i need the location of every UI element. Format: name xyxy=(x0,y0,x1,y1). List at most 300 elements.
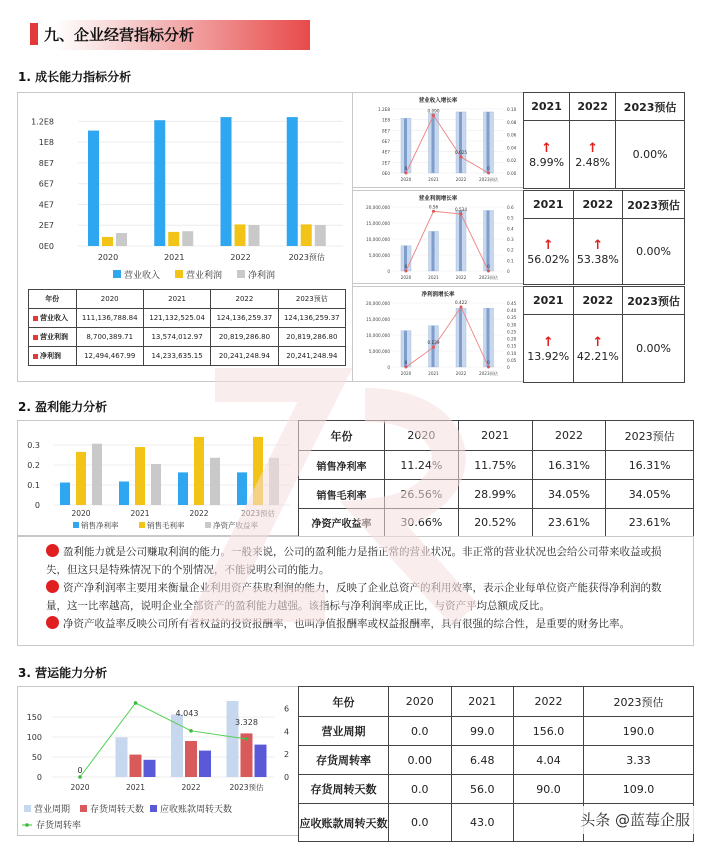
y-tick-label: 1E8 xyxy=(382,117,390,123)
bar-highlight xyxy=(459,112,462,173)
x-tick-label: 2023预估 xyxy=(229,783,264,792)
table-cell xyxy=(570,121,616,189)
rate-value: 53.38% xyxy=(576,252,619,266)
row-label: 应收账款周转天数 xyxy=(299,804,389,842)
table-cell: 20,241,248.94 xyxy=(211,347,278,366)
table-cell: 0.0 xyxy=(389,804,452,842)
row-label: 销售毛利率 xyxy=(299,480,385,509)
y2-tick-label: 0.2 xyxy=(507,247,514,253)
x-tick-label: 2020 xyxy=(71,509,91,518)
y2-tick-label: 2 xyxy=(284,750,290,760)
y-tick-label: 50 xyxy=(31,753,42,762)
y-tick-label: 100 xyxy=(26,733,42,742)
x-tick-label: 2022 xyxy=(181,783,201,792)
bar xyxy=(60,483,70,505)
data-point xyxy=(460,156,463,159)
x-tick-label: 2022 xyxy=(189,509,209,518)
table-cell: 111,136,788.84 xyxy=(76,309,143,328)
growth-line xyxy=(406,115,489,173)
growth-line xyxy=(406,211,489,271)
row-label: 存货周转率 xyxy=(299,746,389,775)
y2-tick-label: 0.5 xyxy=(507,215,514,221)
rate-value: 42.21% xyxy=(576,349,619,363)
data-point xyxy=(432,210,435,213)
x-tick-label: 2022 xyxy=(455,177,467,182)
mini-chart-panel-net xyxy=(352,286,524,382)
table-cell xyxy=(616,121,685,189)
bar xyxy=(287,117,298,246)
y-tick-label: 5,000,000 xyxy=(368,349,390,354)
y2-tick-label: 0.3 xyxy=(507,237,514,242)
up-arrow-icon: ↑ xyxy=(587,140,599,156)
data-point xyxy=(460,305,463,308)
table-header: 2022 xyxy=(573,191,623,219)
data-label: 0.090 xyxy=(427,108,440,114)
table-header: 2021 xyxy=(524,287,574,315)
y-tick-label: 20,000,000 xyxy=(366,301,390,306)
bar xyxy=(130,755,142,777)
data-label: 0.422 xyxy=(455,299,467,305)
bar xyxy=(210,458,220,505)
bar xyxy=(135,447,145,505)
table-row xyxy=(299,717,694,746)
table-header: 2021 xyxy=(143,290,210,309)
table-cell: 0.0 xyxy=(389,717,452,746)
table-header: 2021 xyxy=(458,421,532,451)
legend-swatch xyxy=(150,805,157,812)
rate-value: 2.48% xyxy=(575,155,611,169)
table-header: 2023预估 xyxy=(584,687,694,717)
net-profit-growth-mini-chart xyxy=(353,287,523,381)
row-label: 净资产收益率 xyxy=(299,509,385,537)
growth-rate-table xyxy=(523,190,685,285)
paragraph: 资产净利润率主要用来衡量企业利用资产获取利润的能力，反映了企业总资产的利用效率，表示企业每单位资产能获得净利润的数 量，这一比率越高，说明企业全部资产的盈利能力越强。该指标与净利润率成正比，与资产平均总额成反比。 xyxy=(46,582,662,612)
up-arrow-icon: ↑ xyxy=(592,237,604,253)
section-title-growth: 1. 成长能力指标分析 xyxy=(18,70,132,84)
table-cell: 6.48 xyxy=(451,746,514,775)
y2-tick-label: 0.15 xyxy=(507,343,517,349)
y2-tick-label: 0.06 xyxy=(507,132,517,138)
y-tick-label: 1E8 xyxy=(38,138,54,148)
table-cell: 16.31% xyxy=(532,451,606,480)
bar xyxy=(178,472,188,505)
legend-swatch xyxy=(175,270,183,278)
table-cell: 14,233,635.15 xyxy=(143,347,210,366)
y-tick-label: 0.1 xyxy=(27,481,40,490)
bar xyxy=(116,737,128,777)
table-header: 2022 xyxy=(573,287,623,315)
table-header: 年份 xyxy=(299,421,385,451)
row-label: 营业利润 xyxy=(40,333,68,341)
y2-tick-label: 0.20 xyxy=(507,336,517,342)
bar-highlight xyxy=(404,118,407,173)
legend-swatch xyxy=(139,522,145,528)
bar xyxy=(249,225,260,246)
table-cell: 43.0 xyxy=(451,804,514,842)
bar xyxy=(102,237,113,246)
table-cell: 190.0 xyxy=(584,717,694,746)
data-point xyxy=(189,729,193,733)
y-tick-label: 1.2E8 xyxy=(31,117,54,127)
data-label: 3.328 xyxy=(235,717,258,727)
legend-marker xyxy=(25,823,29,827)
bar xyxy=(76,452,86,505)
table-header: 2023预估 xyxy=(616,93,685,121)
table-cell xyxy=(524,315,574,383)
legend-label: 净利润 xyxy=(248,271,276,281)
bar xyxy=(315,225,326,246)
up-arrow-icon: ↑ xyxy=(592,334,604,350)
x-tick-label: 2021 xyxy=(125,783,146,792)
table-cell: 20,241,248.94 xyxy=(278,347,345,366)
table-header: 年份 xyxy=(299,687,389,717)
table-cell: 124,136,259.37 xyxy=(278,309,345,328)
y-tick-label: 5,000,000 xyxy=(368,253,390,258)
rate-value: 0.00% xyxy=(636,245,672,258)
source-caption: 头条 @蓝莓企服 xyxy=(530,806,696,834)
y-tick-label: 0 xyxy=(387,365,390,370)
y-tick-label: 6E7 xyxy=(38,179,54,189)
y-tick-label: 20,000,000 xyxy=(366,205,390,210)
x-tick-label: 2021 xyxy=(428,275,439,280)
table-row xyxy=(299,509,694,537)
y-tick-label: 2E7 xyxy=(382,160,390,166)
data-label: 0 xyxy=(487,360,490,365)
table-header: 2023预估 xyxy=(606,421,694,451)
table-cell: 20,819,286.80 xyxy=(278,328,345,347)
bar-highlight xyxy=(432,113,435,173)
table-cell xyxy=(524,219,574,285)
y-tick-label: 0 xyxy=(36,773,42,782)
bar xyxy=(221,117,232,246)
table-row xyxy=(29,347,346,366)
y-tick-label: 0.2 xyxy=(27,461,40,470)
bar xyxy=(168,232,179,246)
table-row xyxy=(29,309,346,328)
page-title: 九、企业经营指标分析 xyxy=(44,26,195,44)
y2-tick-label: 0.4 xyxy=(507,226,514,232)
rate-value: 0.00% xyxy=(632,148,668,161)
table-cell: 99.0 xyxy=(451,717,514,746)
table-cell xyxy=(623,219,685,285)
data-label: 4.043 xyxy=(175,708,199,718)
data-point xyxy=(432,114,435,117)
row-label: 净利润 xyxy=(40,352,61,360)
y-tick-label: 8E7 xyxy=(382,128,390,134)
y2-tick-label: 0 xyxy=(284,773,290,782)
bar xyxy=(255,745,267,777)
legend-label: 应收账款周转天数 xyxy=(160,805,233,815)
data-point xyxy=(405,172,408,175)
bar xyxy=(269,458,279,505)
bullet-dot-icon xyxy=(46,544,59,557)
bar xyxy=(199,751,211,777)
data-point xyxy=(487,172,490,175)
x-tick-label: 2022 xyxy=(455,371,467,376)
rate-value: 56.02% xyxy=(527,252,570,266)
bar xyxy=(194,437,204,505)
rate-value: 0.00% xyxy=(636,342,672,355)
table-cell: 4.04 xyxy=(514,746,584,775)
table-row xyxy=(299,746,694,775)
y2-tick-label: 0.10 xyxy=(507,350,517,356)
legend-label: 存货周转天数 xyxy=(90,805,145,815)
growth-rate-table xyxy=(523,92,685,189)
y-tick-label: 0E0 xyxy=(382,171,390,176)
legend-label: 存货周转率 xyxy=(36,821,82,831)
x-tick-label: 2022 xyxy=(455,275,467,280)
y2-tick-label: 0.1 xyxy=(507,258,514,264)
bar xyxy=(116,233,127,246)
table-cell xyxy=(573,219,623,285)
table-cell: 11.24% xyxy=(385,451,459,480)
ops-combo-chart xyxy=(18,687,298,835)
legend-label: 销售毛利率 xyxy=(147,521,185,530)
y-tick-label: 0.3 xyxy=(27,441,40,450)
paragraph: 盈利能力就是公司赚取利润的能力。一般来说，公司的盈利能力是指正常的营业状况。非正常的营业状况也会给公司带来收益或损 失，但这只是特殊情况下的个别情况，不能说明公司的能力。 xyxy=(46,546,662,576)
growth-table xyxy=(28,289,346,366)
table-cell xyxy=(623,315,685,383)
banner-mark xyxy=(30,23,38,45)
data-label: 0.56 xyxy=(428,204,439,210)
y2-tick-label: 0.00 xyxy=(507,171,517,176)
table-cell: 30.66% xyxy=(385,509,459,537)
mini-chart-title: 营业收入增长率 xyxy=(418,98,458,104)
y2-tick-label: 0.10 xyxy=(507,107,517,112)
x-tick-label: 2023预估 xyxy=(240,509,276,518)
bar xyxy=(88,131,99,246)
y-tick-label: 4E7 xyxy=(382,149,390,155)
paragraph: 净资产收益率反映公司所有者权益的投资报酬率，也叫净值报酬率或权益报酬率，具有很强的综合性，是重要的财务比率。 xyxy=(46,615,683,633)
data-label: 0 xyxy=(404,360,408,365)
table-cell xyxy=(524,121,570,189)
row-label: 营业周期 xyxy=(299,717,389,746)
table-header: 2020 xyxy=(76,290,143,309)
growth-rate-table xyxy=(523,286,685,383)
table-cell: 124,136,259.37 xyxy=(211,309,278,328)
y2-tick-label: 0.25 xyxy=(507,329,517,335)
profit-table xyxy=(298,420,694,537)
table-cell: 23.61% xyxy=(532,509,606,537)
x-tick-label: 2023预估 xyxy=(478,275,499,280)
legend-swatch xyxy=(73,522,79,528)
section-title-ops: 3. 营运能力分析 xyxy=(18,666,108,680)
data-point xyxy=(487,366,490,369)
mini-chart-title: 净利润增长率 xyxy=(421,292,455,298)
data-point xyxy=(432,346,435,349)
table-cell: 0.0 xyxy=(389,775,452,804)
bar xyxy=(182,231,193,246)
bullet-dot-icon xyxy=(46,580,59,593)
table-header: 2020 xyxy=(389,687,452,717)
bar xyxy=(92,444,102,505)
x-tick-label: 2020 xyxy=(70,783,90,792)
table-row xyxy=(299,775,694,804)
y-tick-label: 6E7 xyxy=(382,139,390,144)
bar xyxy=(235,224,246,246)
legend-swatch xyxy=(113,270,121,278)
y-tick-label: 150 xyxy=(26,713,42,722)
row-label: 销售净利率 xyxy=(299,451,385,480)
legend-label: 营业利润 xyxy=(186,271,223,281)
table-row xyxy=(299,480,694,509)
y-tick-label: 15,000,000 xyxy=(366,317,390,322)
data-label: 0.139 xyxy=(427,340,440,346)
table-row xyxy=(299,451,694,480)
table-cell: 26.56% xyxy=(385,480,459,509)
y-tick-label: 10,000,000 xyxy=(366,333,390,338)
growth-panel xyxy=(17,92,353,382)
turnover-line xyxy=(80,703,247,777)
y2-tick-label: 0.45 xyxy=(507,301,517,306)
data-point xyxy=(487,270,490,273)
bar xyxy=(185,741,197,777)
legend-label: 销售净利率 xyxy=(81,521,119,530)
table-cell: 11.75% xyxy=(458,451,532,480)
y-tick-label: 0 xyxy=(387,269,390,274)
mini-chart-panel-profit xyxy=(352,190,524,284)
bar-highlight xyxy=(459,210,462,271)
up-arrow-icon: ↑ xyxy=(542,237,554,253)
table-cell: 28.99% xyxy=(458,480,532,509)
y2-tick-label: 0.30 xyxy=(507,322,517,328)
table-cell: 16.31% xyxy=(606,451,694,480)
row-label: 存货周转天数 xyxy=(299,775,389,804)
profit-growth-mini-chart xyxy=(353,191,523,283)
table-row xyxy=(29,328,346,347)
data-point xyxy=(134,701,138,705)
legend-label: 营业收入 xyxy=(124,271,161,281)
bar xyxy=(154,120,165,246)
bar xyxy=(151,464,161,505)
table-header: 2021 xyxy=(524,191,574,219)
table-header: 2023预估 xyxy=(623,191,685,219)
x-tick-label: 2021 xyxy=(428,177,439,182)
data-point xyxy=(78,775,82,779)
legend-label: 营业周期 xyxy=(34,805,71,815)
y2-tick-label: 4 xyxy=(284,727,290,737)
data-label: 0 xyxy=(487,264,490,269)
legend-swatch xyxy=(205,522,211,528)
row-marker xyxy=(33,316,38,321)
table-header: 2022 xyxy=(514,687,584,717)
y-tick-label: 4E7 xyxy=(38,200,54,210)
y-tick-label: 8E7 xyxy=(38,158,54,168)
y2-tick-label: 0.05 xyxy=(507,357,517,363)
section-title-profit: 2. 盈利能力分析 xyxy=(18,400,108,414)
data-point xyxy=(405,366,408,369)
data-label: 0 xyxy=(404,264,408,269)
table-cell: 90.0 xyxy=(514,775,584,804)
table-cell: 0.00 xyxy=(389,746,452,775)
rate-value: 8.99% xyxy=(529,155,565,169)
table-header: 2023预估 xyxy=(623,287,685,315)
x-tick-label: 2020 xyxy=(400,371,412,376)
data-label: 0 xyxy=(487,166,490,171)
section-banner xyxy=(20,20,310,50)
x-tick-label: 2021 xyxy=(428,371,439,376)
table-cell: 34.05% xyxy=(532,480,606,509)
y-tick-label: 0 xyxy=(34,501,40,510)
data-point xyxy=(245,737,249,741)
x-tick-label: 2020 xyxy=(400,177,412,182)
profit-bar-chart xyxy=(18,421,298,535)
growth-bar-chart xyxy=(18,93,352,288)
legend-swatch xyxy=(237,270,245,278)
bar xyxy=(301,224,312,246)
data-label: 0.534 xyxy=(455,207,467,213)
y-tick-label: 2E7 xyxy=(38,221,54,231)
x-tick-label: 2023预估 xyxy=(478,177,499,182)
table-header: 2021 xyxy=(451,687,514,717)
y2-tick-label: 0.04 xyxy=(507,145,517,151)
bar-highlight xyxy=(432,231,435,271)
up-arrow-icon: ↑ xyxy=(541,140,552,156)
mini-chart-title: 营业利润增长率 xyxy=(418,196,458,202)
table-cell: 109.0 xyxy=(584,775,694,804)
rate-value: 13.92% xyxy=(527,349,570,363)
table-header: 2023预估 xyxy=(278,290,345,309)
data-label: 0.025 xyxy=(455,150,467,155)
revenue-growth-mini-chart xyxy=(353,93,523,187)
x-tick-label: 2022 xyxy=(230,253,251,262)
y-tick-label: 10,000,000 xyxy=(366,237,390,242)
y-tick-label: 15,000,000 xyxy=(366,221,390,226)
bar xyxy=(253,437,263,505)
data-point xyxy=(460,213,463,216)
data-point xyxy=(405,270,408,273)
bar-highlight xyxy=(487,112,490,173)
table-cell: 121,132,525.04 xyxy=(143,309,210,328)
x-tick-label: 2023预估 xyxy=(478,371,499,376)
x-tick-label: 2021 xyxy=(164,253,185,262)
x-tick-label: 2020 xyxy=(97,253,119,262)
y2-tick-label: 0.35 xyxy=(507,315,517,321)
y2-tick-label: 0.02 xyxy=(507,158,517,164)
table-cell: 20,819,286.80 xyxy=(211,328,278,347)
bar-highlight xyxy=(487,308,490,367)
y-tick-label: 0E0 xyxy=(38,242,54,251)
table-header: 2022 xyxy=(532,421,606,451)
ops-panel xyxy=(17,686,299,836)
row-marker xyxy=(33,354,38,359)
table-cell: 156.0 xyxy=(514,717,584,746)
table-header: 2020 xyxy=(385,421,459,451)
growth-line xyxy=(406,307,489,367)
x-tick-label: 2021 xyxy=(130,509,150,518)
x-tick-label: 2020 xyxy=(400,275,412,280)
table-cell: 20.52% xyxy=(458,509,532,537)
table-cell xyxy=(573,315,623,383)
row-marker xyxy=(33,335,38,340)
legend-swatch xyxy=(80,805,87,812)
table-cell: 3.33 xyxy=(584,746,694,775)
profit-text-panel xyxy=(17,536,694,646)
table-header: 2022 xyxy=(211,290,278,309)
bar xyxy=(237,472,247,505)
table-cell: 12,494,467.99 xyxy=(76,347,143,366)
y2-tick-label: 0 xyxy=(507,269,510,274)
legend-label: 净资产收益率 xyxy=(213,521,258,530)
table-header: 2022 xyxy=(570,93,616,121)
data-label: 0 xyxy=(77,766,83,775)
legend-swatch xyxy=(24,805,31,812)
table-cell: 34.05% xyxy=(606,480,694,509)
table-cell: 56.0 xyxy=(451,775,514,804)
y-tick-label: 1.2E8 xyxy=(378,107,390,112)
bar xyxy=(227,701,239,777)
profit-panel xyxy=(17,420,299,536)
